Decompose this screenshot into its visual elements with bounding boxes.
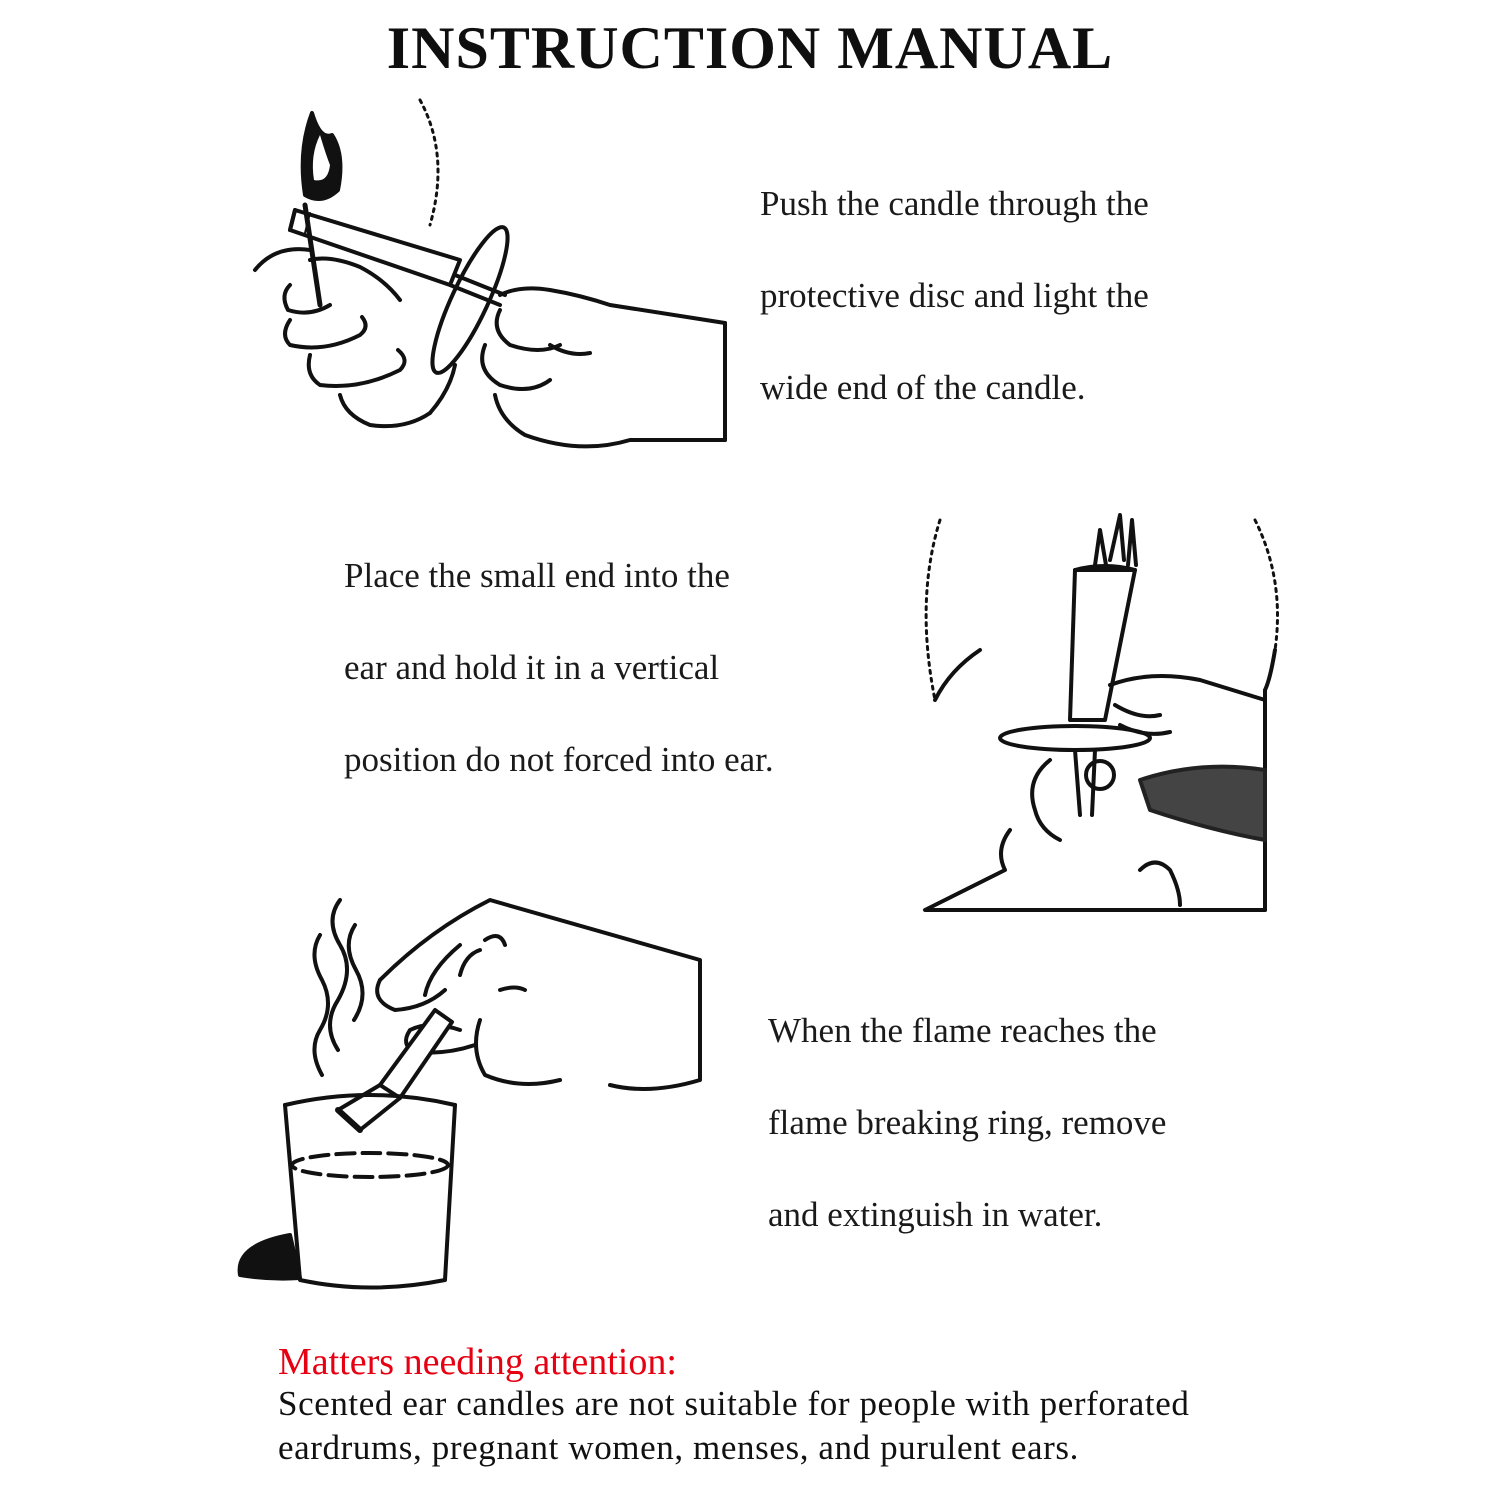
step-1-instructions [760, 158, 1149, 434]
step-2-instructions [344, 530, 774, 806]
step-3-line-1: When the flame reaches the [768, 1011, 1157, 1050]
candle-in-ear-illustration [910, 510, 1290, 920]
step-1-line-3: wide end of the candle. [760, 368, 1086, 407]
extinguish-in-water-illustration [230, 890, 710, 1300]
attention-line-2: eardrums, pregnant women, menses, and purulent ears. [278, 1428, 1079, 1467]
page-title: INSTRUCTION MANUAL [386, 15, 1114, 81]
hands-lighting-candle-illustration [250, 95, 740, 465]
step-2-line-3: position do not forced into ear. [344, 740, 774, 779]
step-1-line-1: Push the candle through the [760, 184, 1149, 223]
attention-body [278, 1382, 1189, 1470]
step-3-line-3: and extinguish in water. [768, 1195, 1103, 1234]
attention-line-1: Scented ear candles are not suitable for people with perforated [278, 1384, 1190, 1423]
step-1-line-2: protective disc and light the [760, 276, 1149, 315]
step-2-line-2: ear and hold it in a vertical [344, 648, 720, 687]
attention-heading: Matters needing attention: [278, 1341, 677, 1383]
step-2-line-1: Place the small end into the [344, 556, 730, 595]
step-3-instructions [768, 985, 1166, 1261]
step-3-line-2: flame breaking ring, remove [768, 1103, 1167, 1142]
